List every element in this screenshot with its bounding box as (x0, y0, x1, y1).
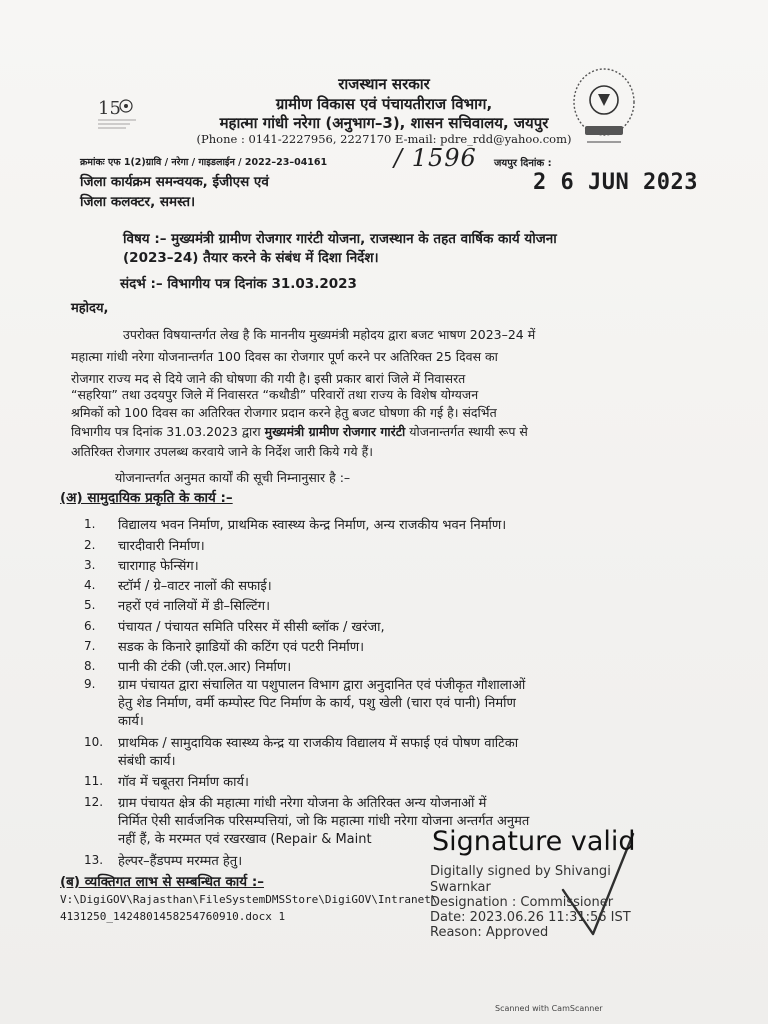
list-item-text: ग्राम पंचायत क्षेत्र की महात्मा गांधी नरेगा योजना के अतिरिक्त अन्य योजनाओं में (118, 796, 487, 811)
list-item-text: नहीं हैं, के मरम्मत एवं रखरखाव (Repair & Maint (118, 832, 372, 847)
list-item-text: हेतु शेड निर्माण, वर्मी कम्पोस्ट पिट निर्माण के कार्य, पशु खेली (चारा एवं पानी) निर्माण (118, 696, 516, 711)
list-item-number: 12. (84, 795, 104, 809)
list-item-text: स्टॉर्म / ग्रे–वाटर नालों की सफाई। (118, 579, 272, 594)
addressee-line-2: जिला कलक्टर, समस्त। (80, 194, 196, 210)
government-seal-icon (565, 64, 643, 152)
header-contact: (Phone : 0141-2227956, 2227170 E-mail: pdre_rdd@yahoo.com) (196, 132, 572, 146)
reference-line: संदर्भ :– विभागीय पत्र दिनांक 31.03.2023 (120, 276, 357, 292)
body-line (71, 423, 528, 440)
subject-line-2: (2023–24) तैयार करने के संबंध में दिशा निर्देश। (123, 250, 379, 266)
list-item-text: पानी की टंकी (जी.एल.आर) निर्माण। (118, 660, 292, 675)
list-item-number: 6. (84, 619, 96, 633)
list-item-number: 1. (84, 517, 96, 531)
body-line: महात्मा गांधी नरेगा योजनान्तर्गत 100 दिवस का रोजगार पूर्ण करने पर अतिरिक्त 25 दिवस का (71, 349, 498, 364)
salutation: महोदय, (71, 301, 109, 316)
list-item-text: सडक के किनारे झाडियों की कटिंग एवं पटरी निर्माण। (118, 640, 365, 655)
date-label: जयपुर दिनांक : (494, 158, 552, 169)
file-path: V:\DigiGOV\Rajasthan\FileSystemDMSStore\DigiGOV\Intranet\ (60, 893, 438, 906)
reference-number: क्रमांकः एफ 1(2)ग्रावि / नरेगा / गाइडलाईन / 2022–23–04161 (80, 157, 328, 168)
header-government: राजस्थान सरकार (338, 75, 430, 93)
list-item-text: हेल्पर–हैंडपम्प मरम्मत हेतु। (118, 854, 243, 869)
scheme-name: मुख्यमंत्री ग्रामीण रोजगार गारंटी (264, 424, 406, 439)
body-line: अतिरिक्त रोजगार उपलब्ध करवाये जाने के निर्देश जारी किये गये हैं। (71, 444, 373, 459)
list-item-number: 11. (84, 774, 104, 788)
body-text: विभागीय पत्र दिनांक 31.03.2023 द्वारा (71, 424, 265, 439)
header-section: महात्मा गांधी नरेगा (अनुभाग–3), शासन सचिवालय, जयपुर (219, 114, 549, 132)
handwritten-number: / 1596 (394, 144, 477, 172)
body-line: रोजगार राज्य मद से दिये जाने की घोषणा की गयी है। इसी प्रकार बारां जिले में निवासरत (71, 371, 466, 386)
list-item-text: ग्राम पंचायत द्वारा संचालित या पशुपालन विभाग द्वारा अनुदानित एवं पंजीकृत गौशालाओं (118, 678, 526, 693)
list-item-text: गॉव में चबूतरा निर्माण कार्य। (118, 775, 249, 790)
signature-reason: Reason: Approved (430, 925, 549, 940)
list-item-number: 8. (84, 659, 96, 673)
list-intro: योजनान्तर्गत अनुमत कार्यों की सूची निम्नानुसार है :– (115, 470, 351, 485)
signature-status: Signature valid (432, 826, 636, 857)
body-line: श्रमिकों को 100 दिवस का अतिरिक्त रोजगार प्रदान करने हेतु बजट घोषणा की गई है। संदर्भित (71, 405, 497, 420)
list-item-number: 7. (84, 639, 96, 653)
list-item-text: कार्य। (118, 714, 144, 729)
body-line: “सहरिया” तथा उदयपुर जिले में निवासरत “कथौडी” परिवारों तथा राज्य के विशेष योग्यजन (71, 387, 479, 402)
signature-date: Date: 2023.06.26 11:31:56 IST (430, 910, 631, 925)
svg-text:15: 15 (98, 98, 121, 119)
signature-signer-surname: Swarnkar (430, 880, 491, 895)
body-text: योजनान्तर्गत स्थायी रूप से (405, 424, 528, 439)
signature-signer: Digitally signed by Shivangi (430, 864, 611, 879)
scanner-watermark: Scanned with CamScanner (495, 1004, 603, 1013)
anniversary-logo-icon (96, 92, 138, 132)
date-stamp: 2 6 JUN 2023 (533, 170, 698, 195)
list-item-number: 4. (84, 578, 96, 592)
section-a-heading: (अ) सामुदायिक प्रकृति के कार्य :– (60, 490, 233, 506)
list-item-text: नहरों एवं नालियों में डी–सिल्टिंग। (118, 599, 271, 614)
list-item-text: प्राथमिक / सामुदायिक स्वास्थ्य केन्द्र या राजकीय विद्यालय में सफाई एवं पोषण वाटिका (118, 736, 519, 751)
subject-line-1: विषय :– मुख्यमंत्री ग्रामीण रोजगार गारंटी योजना, राजस्थान के तहत वार्षिक कार्य योजना (123, 231, 557, 247)
signature-designation: Designation : Commissioner (430, 895, 614, 910)
list-item-text: विद्यालय भवन निर्माण, प्राथमिक स्वास्थ्य केन्द्र निर्माण, अन्य राजकीय भवन निर्माण। (118, 518, 507, 533)
list-item-number: 13. (84, 853, 104, 867)
header-department: ग्रामीण विकास एवं पंचायतीराज विभाग, (275, 95, 493, 113)
list-item-number: 9. (84, 677, 96, 691)
list-item-text: चारागाह फेन्सिंग। (118, 559, 199, 574)
body-line: उपरोक्त विषयान्तर्गत लेख है कि माननीय मुख्यमंत्री महोदय द्वारा बजट भाषण 2023–24 में (123, 327, 536, 342)
file-name: 4131250_1424801458254760910.docx 1 (60, 910, 286, 923)
list-item-text: संबंधी कार्य। (118, 754, 176, 769)
list-item-number: 2. (84, 538, 96, 552)
list-item-number: 3. (84, 558, 96, 572)
list-item-text: चारदीवारी निर्माण। (118, 539, 205, 554)
list-item-text: पंचायत / पंचायत समिति परिसर में सीसी ब्लॉक / खरंजा, (118, 620, 385, 635)
list-item-text: निर्मित ऐसी सार्वजनिक परिसम्पत्तियां, जो कि महात्मा गांधी नरेगा योजना अन्तर्गत अनुमत (118, 814, 530, 829)
list-item-number: 10. (84, 735, 104, 749)
section-b-heading: (ब) व्यक्तिगत लाभ से सम्बन्धित कार्य :– (60, 874, 264, 890)
addressee-line-1: जिला कार्यक्रम समन्वयक, ईजीएस एवं (80, 174, 269, 190)
list-item-number: 5. (84, 598, 96, 612)
